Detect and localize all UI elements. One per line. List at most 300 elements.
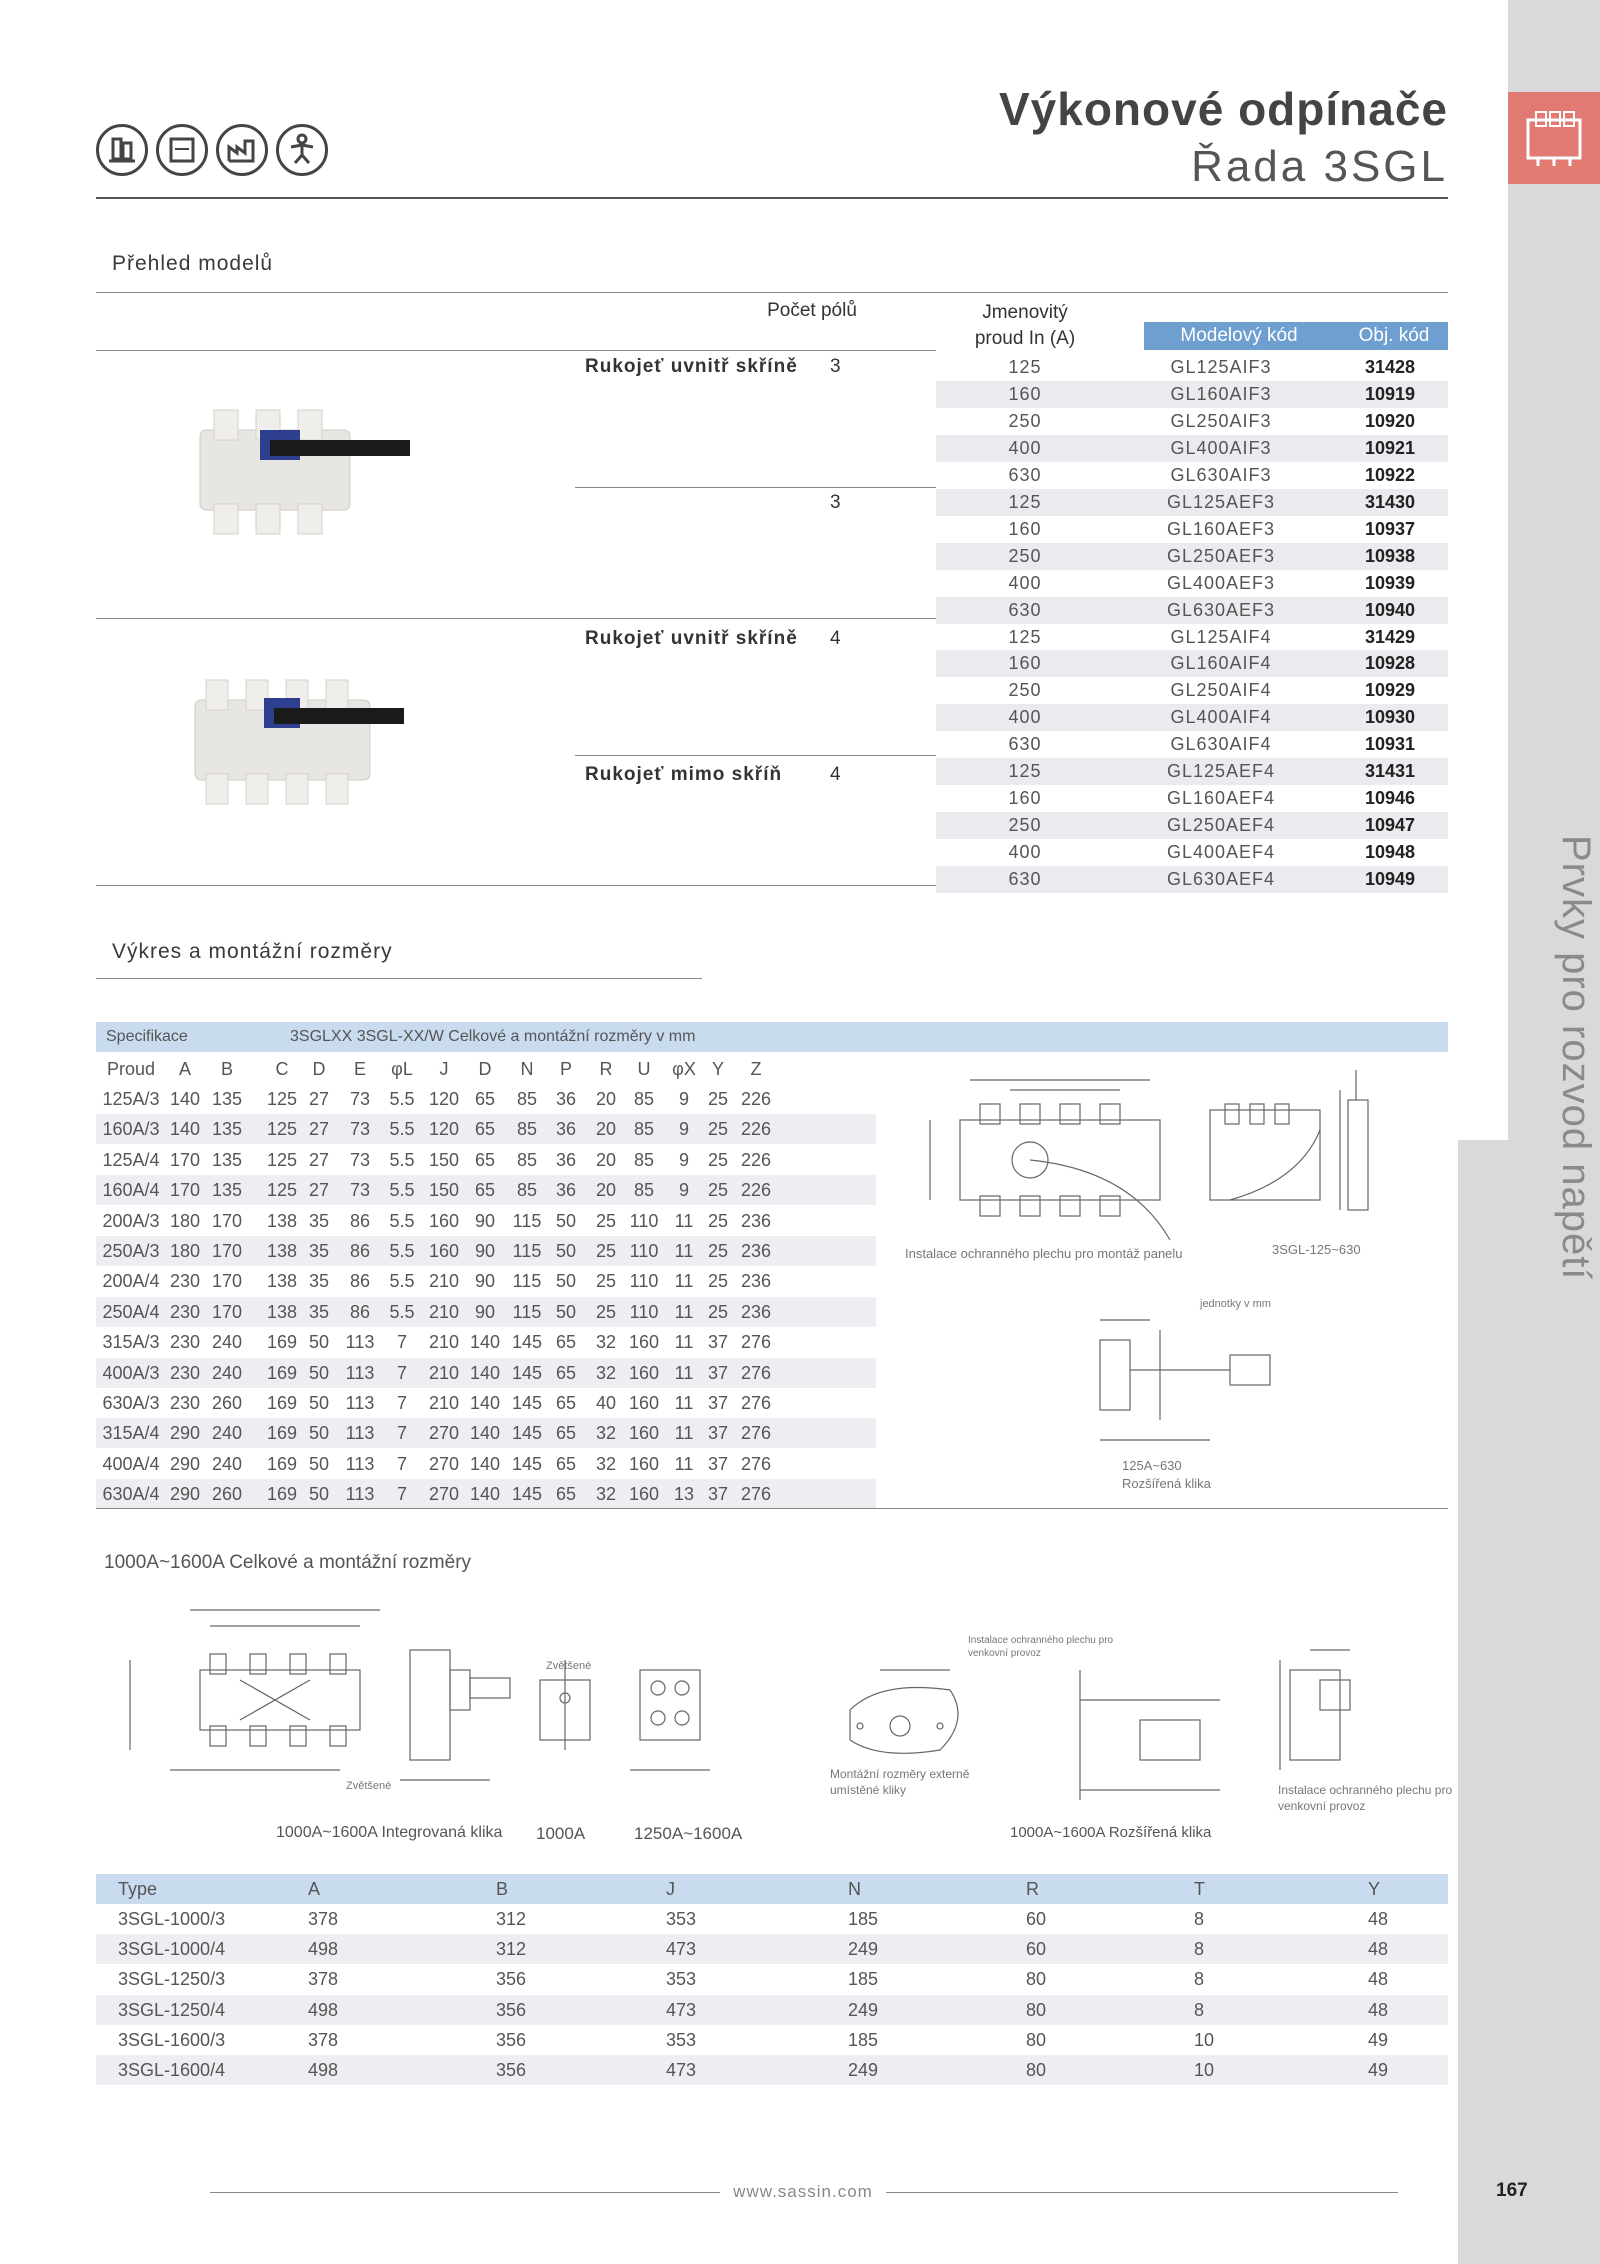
model-row: [936, 758, 1448, 785]
model-row: [936, 516, 1448, 543]
spec-cell: 50: [555, 1210, 577, 1231]
spec-cell: 65: [555, 1393, 577, 1413]
footer-rule-right: [886, 2192, 1398, 2193]
drawing-heading: Výkres a montážní rozměry: [112, 940, 393, 963]
spec-cell: 230: [169, 1271, 201, 1292]
spec-cell: 37: [707, 1423, 729, 1444]
spec-cell: 37: [707, 1453, 729, 1474]
caption-extended: 1000A~1600A Rozšířená klika: [1010, 1824, 1212, 1841]
model-current: 160: [1008, 518, 1042, 539]
spec-cell: 169: [266, 1423, 298, 1444]
spec-column-header: P: [559, 1059, 572, 1079]
spec-cell: 125: [266, 1180, 298, 1201]
spec-cell: 236: [740, 1271, 772, 1292]
model-obj-code: 10939: [1364, 572, 1416, 593]
spec-cell: 226: [740, 1149, 772, 1170]
spec-cell: 170: [211, 1301, 243, 1322]
type-cell: 8: [1194, 1939, 1205, 1960]
model-row: [936, 839, 1448, 866]
group-rule-3: [575, 755, 936, 756]
model-current: 125: [1008, 491, 1042, 512]
spec-column-header: Z: [750, 1059, 762, 1079]
spec-row: [96, 1418, 876, 1448]
overview-rule-2: [96, 350, 936, 351]
spec-cell: 25: [595, 1301, 617, 1322]
spec-row: [96, 1479, 876, 1509]
spec-cell: 113: [345, 1393, 375, 1413]
spec-cell: 50: [308, 1332, 330, 1353]
type-cell: 48: [1368, 1939, 1389, 1960]
spec-cell: 170: [211, 1210, 243, 1231]
type-cell: 185: [848, 1909, 879, 1929]
type-cell: 185: [848, 1969, 879, 1990]
spec-bottom-rule: [96, 1508, 1448, 1509]
spec-cell: 25: [595, 1210, 617, 1231]
spec-cell: 138: [266, 1210, 298, 1231]
group3-handle: Rukojeť uvnitř skříně: [585, 628, 798, 649]
spec-cell: 25: [707, 1241, 729, 1261]
overview-heading: Přehled modelů: [112, 252, 274, 275]
type-row: [96, 2055, 1448, 2085]
type-cell: 473: [666, 1939, 697, 1960]
type-row: [96, 1934, 1448, 1964]
caption-units: jednotky v mm: [1200, 1298, 1271, 1310]
spec-cell: 160: [428, 1210, 460, 1231]
spec-cell: 169: [266, 1362, 298, 1383]
spec-cell: 9: [678, 1089, 689, 1109]
spec-cell: 32: [595, 1332, 617, 1353]
spec-cell: 65: [474, 1149, 496, 1170]
large-switch-drawings: [110, 1600, 890, 1810]
type-columns-row: [96, 1874, 1448, 1904]
spec-label: Specifikace: [106, 1028, 188, 1045]
type-cell: 10: [1194, 2029, 1215, 2050]
spec-cell: 170: [169, 1149, 201, 1170]
spec-cell: 200A/4: [102, 1271, 160, 1292]
spec-cell: 140: [469, 1484, 501, 1505]
switch-photo-4pole: [190, 670, 420, 820]
protective-plate-drawing: [1270, 1640, 1410, 1780]
spec-cell: 135: [211, 1119, 243, 1140]
model-obj-code: 10922: [1364, 464, 1416, 485]
spec-cell: 113: [345, 1423, 375, 1444]
caption-1000a: 1000A: [536, 1824, 586, 1843]
spec-cell: 86: [349, 1271, 371, 1292]
type-cell: 249: [848, 2060, 879, 2080]
spec-cell: 160: [628, 1393, 660, 1413]
model-code: GL125AIF3: [1170, 357, 1272, 377]
type-cell: 80: [1026, 1969, 1047, 1990]
type-cell: 3SGL-1000/3: [118, 1909, 226, 1929]
spec-cell: 20: [595, 1180, 617, 1201]
spec-cell: 86: [349, 1210, 371, 1231]
spec-cell: 65: [555, 1362, 577, 1383]
type-cell: 48: [1368, 1999, 1389, 2020]
spec-cell: 170: [211, 1271, 243, 1292]
spec-cell: 145: [511, 1393, 543, 1413]
spec-cell: 180: [169, 1210, 201, 1231]
spec-cell: 230: [169, 1332, 201, 1353]
spec-cell: 210: [428, 1271, 460, 1292]
group1-poles: 3: [830, 356, 841, 377]
model-obj-code: 31428: [1364, 357, 1416, 377]
front-view-drawing: [900, 1060, 1460, 1260]
type-row: [96, 2025, 1448, 2055]
spec-cell: 27: [308, 1149, 330, 1170]
spec-cell: 138: [266, 1271, 298, 1292]
spec-cell: 20: [595, 1149, 617, 1170]
model-obj-code: 10949: [1364, 869, 1416, 890]
type-row: [96, 1995, 1448, 2025]
footer-url[interactable]: www.sassin.com: [733, 2182, 873, 2201]
model-code: GL125AEF3: [1166, 491, 1276, 512]
type-cell: 356: [496, 1969, 527, 1990]
spec-cell: 90: [474, 1241, 496, 1261]
model-code: GL250AEF4: [1166, 815, 1276, 836]
type-cell: 80: [1026, 1999, 1047, 2020]
spec-cell: 210: [428, 1301, 460, 1322]
model-row: [936, 543, 1448, 570]
spec-cell: 27: [308, 1119, 330, 1140]
col-poles-header: Počet pólů: [767, 300, 857, 321]
spec-cell: 115: [512, 1241, 542, 1261]
model-obj-code: 10920: [1364, 410, 1416, 431]
spec-cell: 115: [512, 1301, 542, 1322]
spec-cell: 50: [555, 1301, 577, 1322]
spec-cell: 32: [595, 1484, 617, 1505]
spec-cell: 37: [707, 1393, 729, 1413]
spec-cell: 630A/4: [102, 1484, 160, 1505]
model-obj-code: 31431: [1364, 761, 1416, 782]
spec-cell: 125: [266, 1149, 298, 1170]
spec-cell: 65: [555, 1484, 577, 1505]
spec-cell: 230: [169, 1393, 201, 1413]
spec-cell: 140: [469, 1332, 501, 1353]
type-cell: 8: [1194, 1999, 1205, 2020]
spec-cell: 25: [707, 1210, 729, 1231]
group2-poles: 3: [830, 492, 841, 513]
model-row: [936, 381, 1448, 408]
spec-cell: 11: [674, 1362, 694, 1383]
type-cell: 80: [1026, 2029, 1047, 2050]
spec-cell: 11: [674, 1332, 694, 1353]
model-code: GL160AIF4: [1170, 653, 1272, 674]
model-row: [936, 408, 1448, 435]
type-cell: 48: [1368, 1909, 1389, 1929]
spec-column-header: C: [275, 1059, 289, 1079]
spec-cell: 270: [428, 1484, 460, 1505]
spec-column-header: E: [353, 1059, 366, 1079]
spec-row: [96, 1175, 876, 1205]
spec-column-header: D: [478, 1059, 492, 1079]
spec-cell: 25: [707, 1149, 729, 1170]
spec-cell: 5.5: [389, 1241, 415, 1261]
model-current: 160: [1008, 653, 1042, 674]
spec-cell: 140: [469, 1362, 501, 1383]
spec-cell: 86: [349, 1301, 371, 1322]
spec-cell: 276: [740, 1453, 772, 1474]
spec-cell: 73: [349, 1089, 371, 1109]
model-obj-code: 10937: [1364, 518, 1416, 539]
spec-column-header: φL: [391, 1059, 413, 1079]
model-current: 160: [1008, 383, 1042, 404]
type-cell: 356: [496, 2029, 527, 2050]
extended-handle-drawing: [1090, 1300, 1310, 1460]
type-cell: 3SGL-1250/3: [118, 1969, 226, 1990]
model-code: GL400AEF3: [1166, 572, 1276, 593]
type-column-header: J: [666, 1879, 675, 1899]
spec-cell: 169: [266, 1332, 298, 1353]
type-cell: 312: [496, 1939, 527, 1960]
spec-cell: 113: [345, 1332, 375, 1353]
spec-cell: 90: [474, 1271, 496, 1292]
spec-cell: 73: [349, 1149, 371, 1170]
model-code: GL250AEF3: [1166, 545, 1276, 566]
header-rule: [96, 197, 1448, 199]
spec-cell: 85: [633, 1180, 655, 1201]
model-obj-code: 10921: [1364, 437, 1416, 458]
spec-cell: 50: [555, 1271, 577, 1292]
spec-cell: 160: [628, 1362, 660, 1383]
type-cell: 473: [666, 1999, 697, 2020]
spec-cell: 110: [629, 1210, 659, 1231]
spec-cell: 65: [474, 1119, 496, 1140]
spec-cell: 169: [266, 1484, 298, 1505]
spec-cell: 230: [169, 1301, 201, 1322]
spec-cell: 25: [707, 1089, 729, 1109]
spec-cell: 113: [345, 1453, 375, 1474]
type-row: [96, 1964, 1448, 1994]
group3-poles: 4: [830, 628, 841, 649]
page-subtitle: Řada 3SGL: [1191, 142, 1448, 191]
caption-external-mount: Montážní rozměry externě umístěné kliky: [830, 1767, 970, 1797]
spec-cell: 135: [211, 1149, 243, 1170]
spec-cell: 169: [266, 1393, 298, 1413]
type-cell: 378: [308, 1969, 339, 1990]
spec-cell: 115: [512, 1271, 542, 1292]
type-cell: 8: [1194, 1909, 1205, 1929]
spec-cell: 160: [428, 1241, 460, 1261]
spec-columns-row: [96, 1054, 876, 1084]
model-code: GL400AIF4: [1170, 707, 1272, 728]
type-cell: 356: [496, 1999, 527, 2020]
spec-cell: 20: [595, 1119, 617, 1140]
spec-cell: 290: [169, 1423, 201, 1444]
spec-cell: 73: [349, 1119, 371, 1140]
col-current-header-2: proud In (A): [974, 328, 1076, 349]
type-cell: 10: [1194, 2060, 1215, 2080]
model-current: 250: [1008, 545, 1042, 566]
spec-cell: 25: [707, 1271, 729, 1292]
model-code: GL630AIF4: [1170, 734, 1272, 755]
type-cell: 3SGL-1600/3: [118, 2029, 226, 2050]
col-current-header-1: Jmenovitý: [982, 302, 1068, 323]
spec-cell: 25: [595, 1241, 617, 1261]
spec-cell: 160: [628, 1332, 660, 1353]
type-cell: 498: [308, 2060, 339, 2080]
model-row: [936, 597, 1448, 624]
model-code: GL250AIF3: [1170, 410, 1272, 431]
model-row: [936, 650, 1448, 677]
model-row: [936, 704, 1448, 731]
group1-handle: Rukojeť uvnitř skříně: [585, 356, 798, 377]
spec-cell: 85: [516, 1180, 538, 1201]
model-row: [936, 354, 1448, 381]
spec-cell: 32: [595, 1453, 617, 1474]
spec-cell: 260: [211, 1484, 243, 1505]
spec-cell: 250A/3: [102, 1241, 160, 1261]
model-current: 630: [1008, 869, 1042, 890]
spec-cell: 50: [308, 1453, 330, 1474]
model-current: 250: [1008, 680, 1042, 701]
model-current: 250: [1008, 815, 1042, 836]
spec-cell: 160: [628, 1453, 660, 1474]
sidebar-vertical-title: Prvky pro rozvod napětí: [1554, 835, 1598, 1281]
model-code: GL400AIF3: [1170, 437, 1272, 458]
spec-cell: 20: [595, 1089, 617, 1109]
model-row: [936, 677, 1448, 704]
model-row: [936, 624, 1448, 651]
spec-cell: 120: [428, 1089, 460, 1109]
type-cell: 3SGL-1600/4: [118, 2060, 226, 2080]
spec-cell: 113: [345, 1484, 375, 1505]
type-cell: 80: [1026, 2060, 1047, 2080]
model-obj-code: 10940: [1364, 599, 1416, 620]
spec-cell: 40: [595, 1393, 617, 1413]
spec-cell: 180: [169, 1241, 201, 1261]
type-cell: 249: [848, 1999, 879, 2020]
spec-cell: 85: [516, 1149, 538, 1170]
model-current: 630: [1008, 734, 1042, 755]
spec-cell: 110: [629, 1301, 659, 1322]
spec-cell: 32: [595, 1362, 617, 1383]
spec-cell: 25: [595, 1271, 617, 1292]
spec-cell: 5.5: [389, 1089, 415, 1109]
spec-cell: 50: [308, 1484, 330, 1505]
spec-cell: 50: [308, 1393, 330, 1413]
type-cell: 49: [1368, 2060, 1389, 2080]
col-code-header: Modelový kód: [1180, 325, 1298, 346]
spec-cell: 160: [628, 1423, 660, 1444]
model-row: [936, 489, 1448, 516]
spec-cell: 65: [474, 1180, 496, 1201]
spec-cell: 7: [396, 1484, 407, 1505]
spec-cell: 150: [428, 1180, 460, 1201]
spec-cell: 276: [740, 1484, 772, 1505]
spec-cell: 630A/3: [102, 1393, 160, 1413]
spec-cell: 170: [211, 1241, 243, 1261]
caption-ext-range: 125A~630: [1122, 1458, 1182, 1473]
spec-cell: 5.5: [389, 1119, 415, 1140]
spec-cell: 226: [740, 1119, 772, 1140]
spec-cell: 140: [169, 1089, 201, 1109]
spec-cell: 50: [308, 1423, 330, 1444]
spec-cell: 200A/3: [102, 1210, 160, 1231]
page-number: 167: [1496, 2180, 1528, 2201]
code-header-bar: [1144, 322, 1448, 350]
model-current: 400: [1008, 572, 1042, 593]
spec-column-header: U: [637, 1059, 651, 1079]
spec-cell: 169: [266, 1453, 298, 1474]
model-obj-code: 10946: [1364, 788, 1416, 809]
spec-row: [96, 1449, 876, 1479]
spec-cell: 125: [266, 1119, 298, 1140]
model-obj-code: 10919: [1364, 383, 1416, 404]
model-code: GL630AEF3: [1166, 599, 1276, 620]
type-cell: 498: [308, 1999, 339, 2020]
caption-protect-top: Instalace ochranného plechu pro venkovní provoz: [968, 1635, 1114, 1659]
spec-cell: 210: [428, 1362, 460, 1383]
spec-cell: 5.5: [389, 1149, 415, 1170]
model-obj-code: 10931: [1364, 734, 1416, 755]
type-cell: 60: [1026, 1939, 1047, 1960]
spec-cell: 226: [740, 1089, 772, 1109]
spec-cell: 236: [740, 1241, 772, 1261]
type-cell: 48: [1368, 1969, 1389, 1990]
type-cell: 473: [666, 2060, 697, 2080]
spec-cell: 240: [211, 1332, 243, 1353]
model-row: [936, 462, 1448, 489]
type-row: [96, 1904, 1448, 1934]
type-column-header: B: [496, 1879, 509, 1899]
drawing-rule: [96, 978, 702, 979]
model-code: GL630AEF4: [1166, 869, 1276, 890]
caption-range: 3SGL-125~630: [1272, 1242, 1361, 1257]
caption-panel-mount: Instalace ochranného plechu pro montáž panelu: [905, 1246, 1183, 1261]
spec-cell: 240: [211, 1453, 243, 1474]
model-row: [936, 570, 1448, 597]
type-cell: 353: [666, 1909, 697, 1929]
type-cell: 498: [308, 1939, 339, 1960]
spec-row: [96, 1327, 876, 1357]
type-cell: 353: [666, 2029, 697, 2050]
type-cell: 378: [308, 2029, 339, 2050]
spec-cell: 276: [740, 1332, 772, 1353]
spec-column-header: R: [599, 1059, 613, 1079]
spec-cell: 27: [308, 1089, 330, 1109]
spec-cell: 145: [511, 1423, 543, 1444]
spec-cell: 7: [396, 1332, 407, 1353]
model-obj-code: 10928: [1364, 653, 1416, 674]
model-row: [936, 812, 1448, 839]
spec-cell: 140: [469, 1423, 501, 1444]
spec-cell: 125: [266, 1089, 298, 1109]
spec-cell: 113: [345, 1362, 375, 1383]
spec-cell: 250A/4: [102, 1301, 160, 1322]
spec-cell: 400A/3: [102, 1362, 160, 1383]
spec-cell: 11: [674, 1453, 694, 1474]
spec-cell: 90: [474, 1210, 496, 1231]
model-current: 630: [1008, 599, 1042, 620]
spec-cell: 236: [740, 1301, 772, 1322]
spec-cell: 315A/4: [102, 1423, 160, 1444]
spec-cell: 85: [633, 1119, 655, 1140]
spec-cell: 35: [308, 1210, 330, 1231]
spec-cell: 7: [396, 1362, 407, 1383]
spec-cell: 315A/3: [102, 1332, 160, 1353]
spec-cell: 145: [511, 1453, 543, 1474]
spec-cell: 145: [511, 1332, 543, 1353]
model-row: [936, 866, 1448, 893]
spec-row: [96, 1388, 876, 1418]
model-obj-code: 10947: [1364, 815, 1416, 836]
type-cell: 3SGL-1250/4: [118, 1999, 226, 2020]
spec-cell: 276: [740, 1362, 772, 1383]
model-current: 125: [1008, 626, 1042, 647]
model-row: [936, 731, 1448, 758]
type-cell: 3SGL-1000/4: [118, 1939, 226, 1960]
spec-cell: 9: [678, 1180, 689, 1201]
